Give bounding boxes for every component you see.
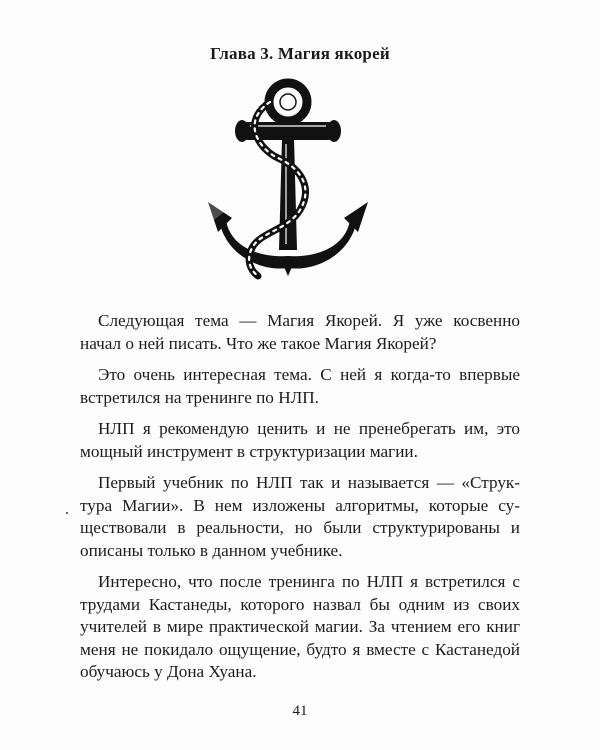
paragraph: Интересно, что после тренинга по НЛП я встретился с трудами Кастанеды, которого назвал бы одним из своих учителей в мире практической магии. За чтением его книг меня не покидало ощущение, будто я вместе с Кастанедой обучаюсь у Дона Хуана.: [80, 572, 520, 681]
anchor-illustration: [200, 72, 375, 287]
chapter-title: Глава 3. Магия якорей: [210, 44, 390, 63]
paragraph: НЛП я рекомендую ценить и не пренебрегать им, это мощный инструмент в структуризации магии.: [80, 419, 520, 461]
paragraph: Это очень интересная тема. С ней я когда-то впервые встретился на тренинге по НЛП.: [80, 365, 520, 407]
page-number: 41: [292, 703, 308, 719]
anchor-icon: [200, 72, 375, 287]
chapter-body: [80, 310, 520, 693]
paragraph: Следующая тема — Магия Якорей. Я уже косвенно начал о ней писать. Что же такое Магия Якорей?: [80, 311, 520, 353]
paragraph: Первый учебник по НЛП так и называется — «Структура Магии». В нем изложены алгоритмы, которые существовали в реальности, но были структурированы и описаны только в данном учебнике.: [80, 473, 520, 560]
print-speck: [66, 512, 68, 514]
